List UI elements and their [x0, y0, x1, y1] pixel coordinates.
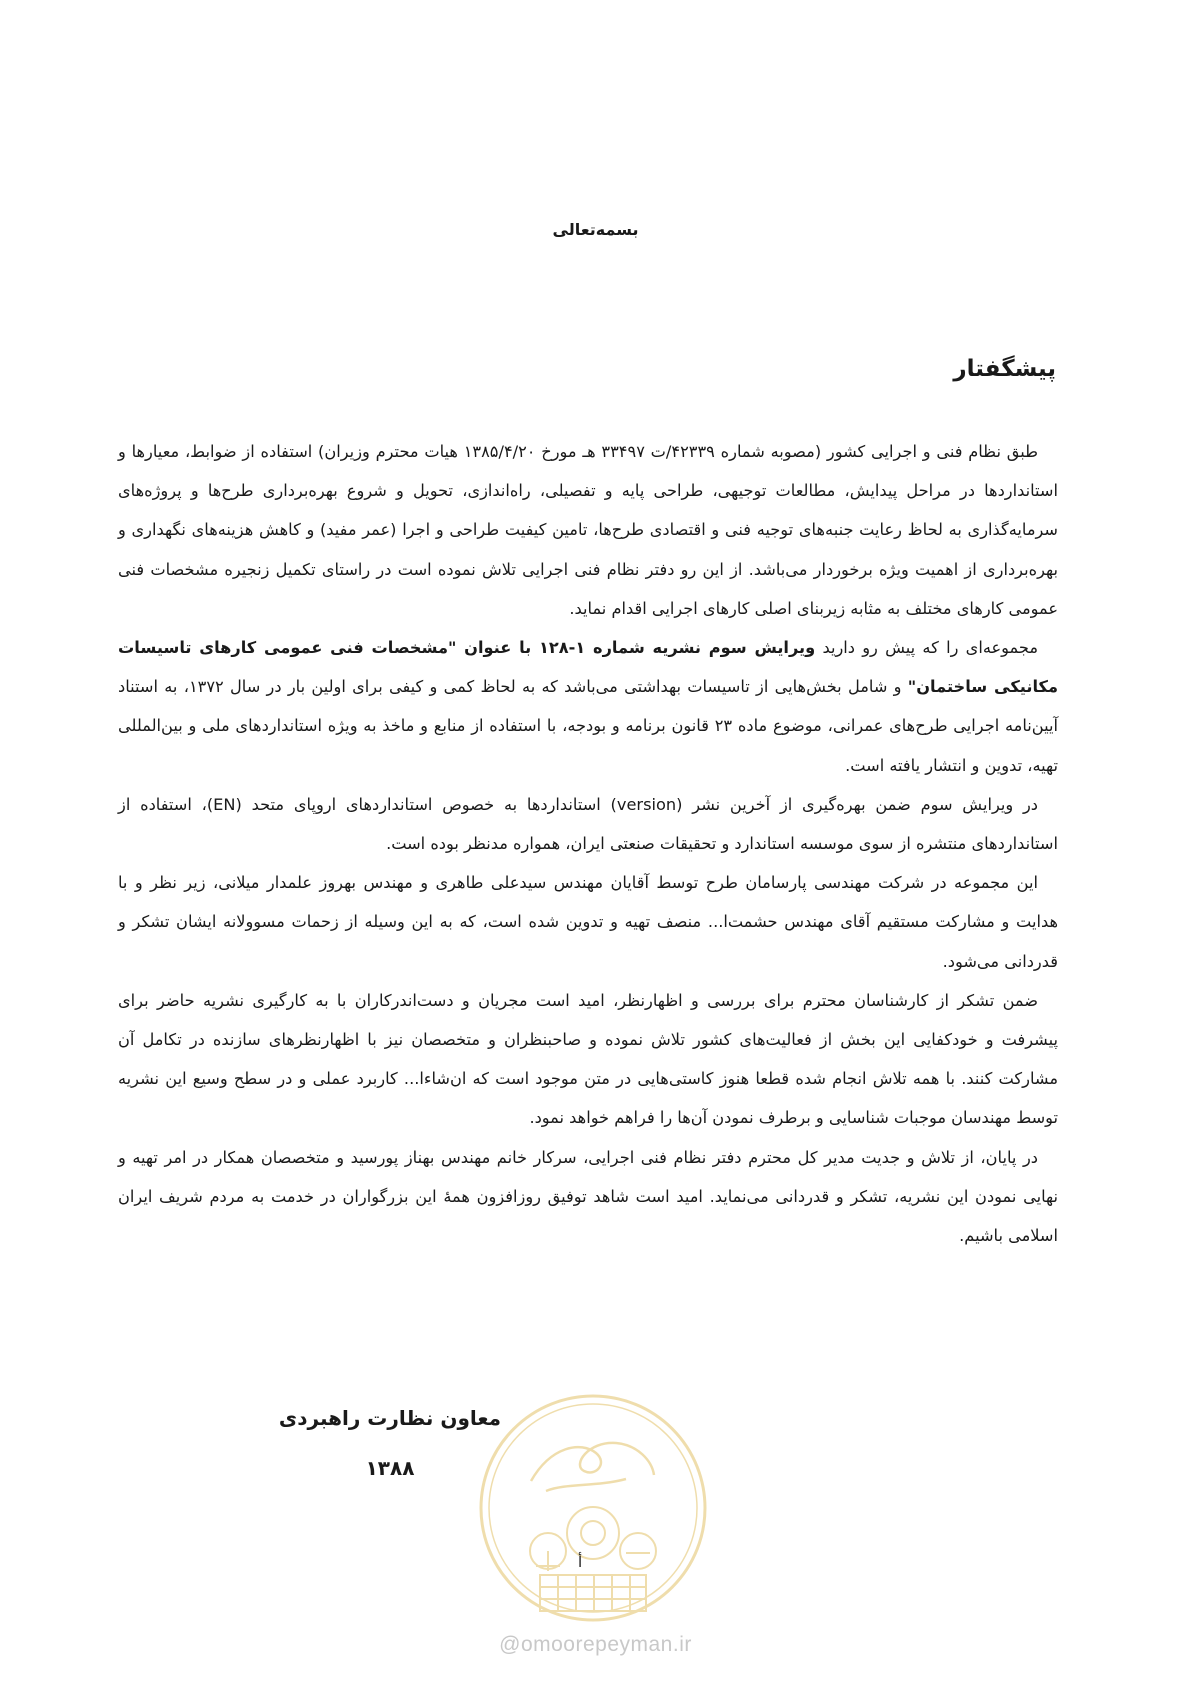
paragraph-2 [118, 628, 1058, 785]
preface-body [118, 432, 1058, 1255]
page-number: أ [578, 1553, 583, 1571]
publication-title: ویرایش سوم نشریه شماره ۱-۱۲۸ با عنوان "مشخصات فنی عمومی کارهای تاسیسات مکانیکی ساختمان" [118, 638, 1058, 697]
paragraph-2-rest: و شامل بخش‌هایی از تاسیسات بهداشتی می‌باشد که به لحاظ کمی و کیفی برای اولین بار در سال ۱۳۷۲، به استناد آیین‌نامه اجرایی طرح‌های عمرانی، موضوع ماده ۲۳ قانون برنامه و بودجه، با استفاده از منابع و ماخذ به ویژه استانداردهای ملی و بین‌المللی تهیه، تدوین و انتشار یافته است. [118, 677, 1058, 775]
signature-year: ۱۳۸۸ [365, 1456, 415, 1480]
watermark-logo [476, 1391, 710, 1625]
paragraph-6: در پایان، از تلاش و جدیت مدیر کل محترم دفتر نظام فنی اجرایی، سرکار خانم مهندس بهناز پورسید و متخصصان همکار در امر تهیه و نهایی نمودن این نشریه، تشکر و قدردانی می‌نماید. امید است شاهد توفیق روزافزون همهٔ این بزرگواران در خدمت به مردم شریف ایران اسلامی باشیم. [118, 1147, 1058, 1246]
paragraph-5: ضمن تشکر از کارشناسان محترم برای بررسی و اظهارنظر، امید است مجریان و دست‌اندرکاران با به کارگیری نشریه حاضر برای پیشرفت و خودکفایی این بخش از فعالیت‌های کشور تلاش نموده و صاحبنظران و متخصصان نیز با اظهارنظرهای سازنده در تکامل آن مشارکت کنند. با همه تلاش انجام شده قطعا هنوز کاستی‌هایی در متن موجود است که ان‌شاءا... کاربرد عملی و در سطح وسیع این نشریه توسط مهندسان موجبات شناسایی و برطرف نمودن آن‌ها را فراهم خواهد نمود. [118, 990, 1058, 1128]
paragraph-2-intro: مجموعه‌ای را که پیش رو دارید [815, 638, 1039, 658]
paragraph-4: این مجموعه در شرکت مهندسی پارسامان طرح توسط آقایان مهندس سیدعلی طاهری و مهندس بهروز علمدار میلانی، زیر نظر و با هدایت و مشارکت مستقیم آقای مهندس حشمت‌ا... منصف تهیه و تدوین شده است، که به این وسیله از زحمات مسوولانه ایشان تشکر و قدردانی می‌شود. [118, 873, 1058, 971]
invocation-heading: بسمه‌تعالی [552, 220, 639, 239]
paragraph-3: در ویرایش سوم ضمن بهره‌گیری از آخرین نشر (version) استانداردها به خصوص استانداردهای اروپای متحد (EN)، استفاده از استانداردهای منتشره از سوی موسسه استاندارد و تحقیقات صنعتی ایران، همواره مدنظر بوده است. [118, 794, 1058, 854]
page-title: پیشگفتار [953, 356, 1056, 382]
signature-title: معاون نظارت راهبردی [278, 1406, 502, 1430]
paragraph-1: طبق نظام فنی و اجرایی کشور (مصوبه شماره ۴۲۳۳۹/ت ۳۳۴۹۷ هـ مورخ ۱۳۸۵/۴/۲۰ هیات محترم وزیران) استفاده از ضوابط، معیارها و استانداردها در مراحل پیدایش، مطالعات توجیهی، طراحی پایه و تفصیلی، راه‌اندازی، تحویل و شروع بهره‌برداری طرح‌ها و پروژه‌های سرمایه‌گذاری به لحاظ رعایت جنبه‌های توجیه فنی و اقتصادی طرح‌ها، تامین کیفیت طراحی و اجرا (عمر مفید) و کاهش هزینه‌های نگهداری و بهره‌برداری از اهمیت ویژه برخوردار می‌باشد. از این رو دفتر نظام فنی اجرایی تلاش نموده است در راستای تکمیل زنجیره مشخصات فنی عمومی کارهای مختلف به مثابه زیربنای اصلی کارهای اجرایی اقدام نماید. [118, 442, 1058, 618]
watermark-url: @omoorepeyman.ir [499, 1633, 692, 1656]
